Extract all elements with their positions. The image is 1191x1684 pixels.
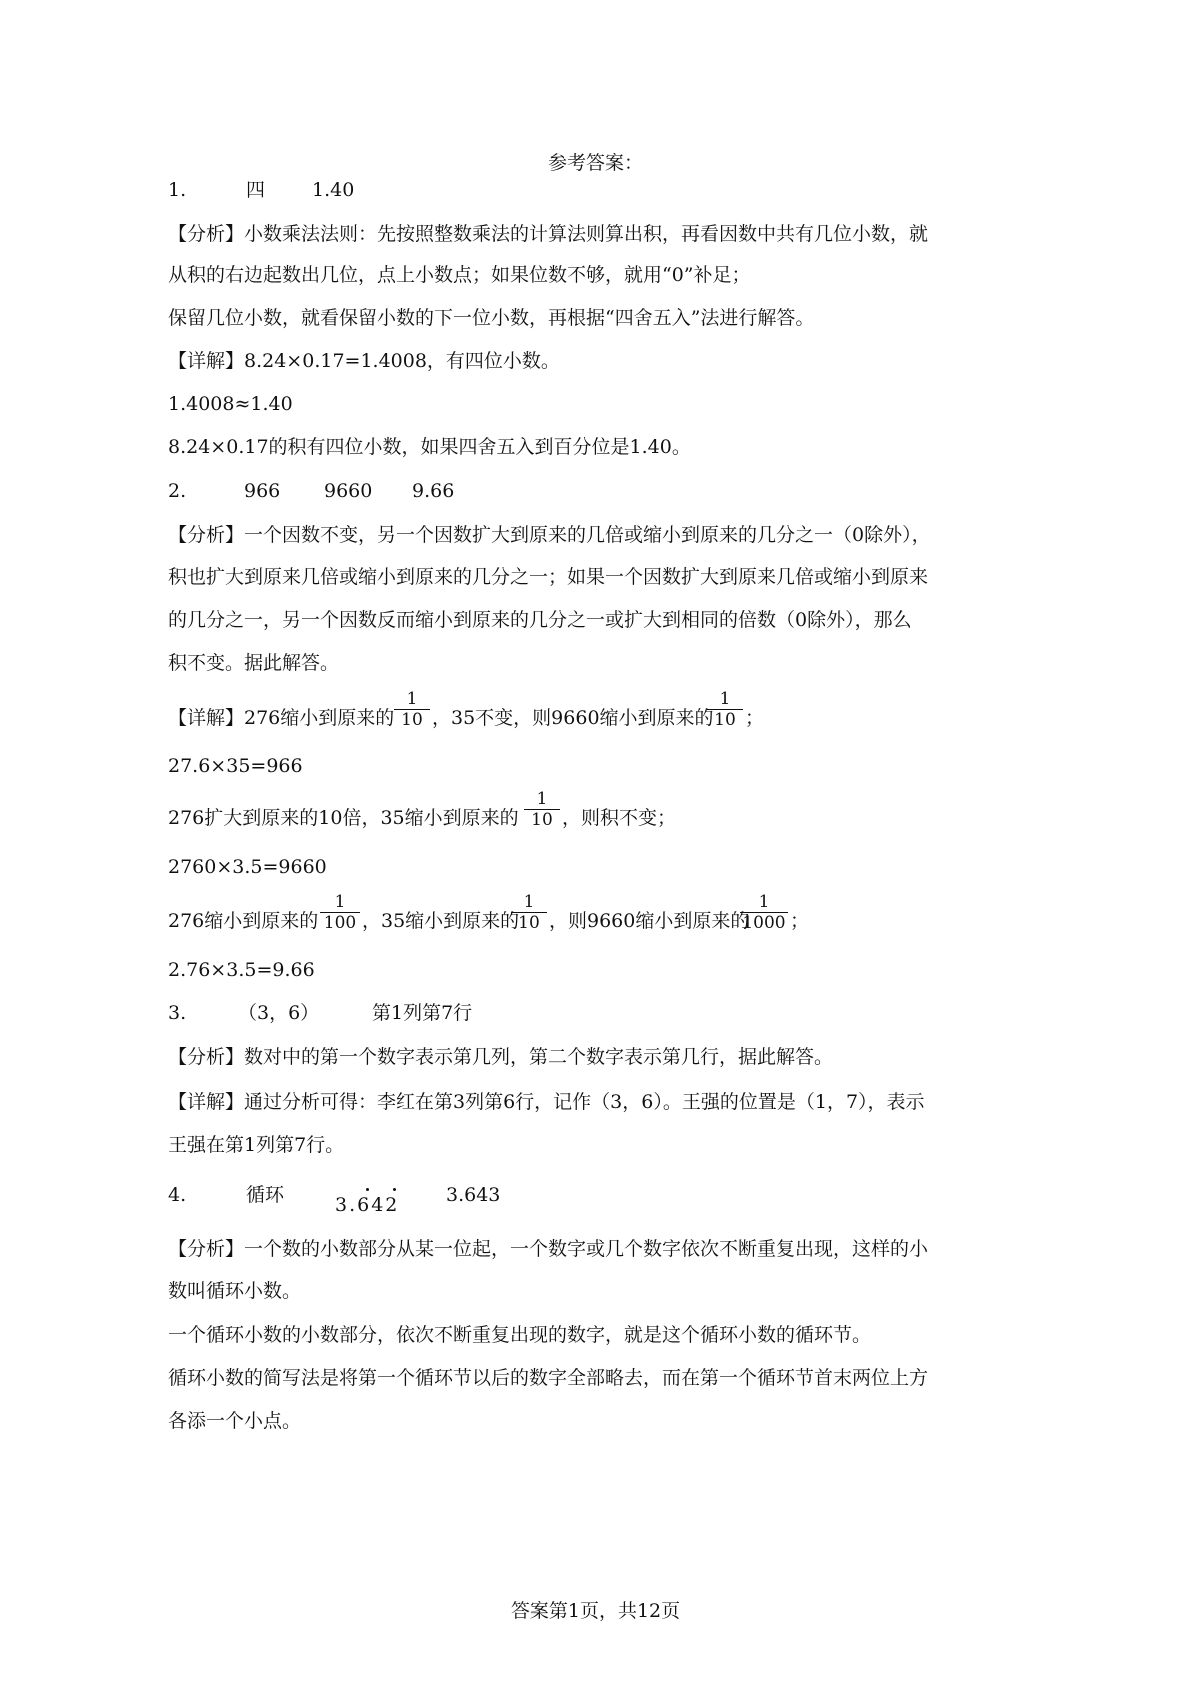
- q4-analysis-line: 一个循环小数的小数部分，依次不断重复出现的数字，就是这个循环小数的循环节。: [168, 1324, 872, 1346]
- q2-answer-3: 9.66: [412, 480, 455, 502]
- q1-number: 1.: [168, 179, 187, 201]
- q2-detail-3b: ，则积不变；: [562, 807, 677, 829]
- q3-answer-1: （3，6）: [238, 1002, 320, 1024]
- q2-detail-1a: 【详解】276缩小到原来的: [168, 707, 395, 729]
- q2-detail-2: 27.6×35=966: [168, 755, 303, 777]
- fraction-1-1000: [738, 892, 790, 933]
- fraction-denominator: 10: [401, 710, 423, 730]
- q2-detail-5b: ，35缩小到原来的: [362, 910, 520, 932]
- fraction-1-100: [318, 892, 362, 933]
- fraction-denominator: 1000: [742, 913, 786, 933]
- fraction-denominator: 100: [323, 913, 357, 933]
- q4-number: 4.: [168, 1184, 187, 1206]
- q2-detail-6: 2.76×3.5=9.66: [168, 959, 315, 981]
- q1-analysis-line: 从积的右边起数出几位，点上小数点；如果位数不够，就用“0”补足；: [168, 264, 751, 286]
- q3-detail-line: 王强在第1列第7行。: [168, 1134, 345, 1156]
- fraction-denominator: 10: [518, 913, 540, 933]
- q2-detail-5a: 276缩小到原来的: [168, 910, 319, 932]
- q4-answer-3: 3.643: [446, 1184, 501, 1206]
- q2-detail-1c: ；: [745, 707, 765, 729]
- q2-answer-2: 9660: [324, 480, 373, 502]
- fraction-numerator: 1: [758, 892, 770, 912]
- q1-detail-line: 8.24×0.17的积有四位小数，如果四舍五入到百分位是1.40。: [168, 436, 691, 458]
- fraction-1-10: [705, 689, 745, 730]
- q2-detail-1b: ，35不变，则9660缩小到原来的: [432, 707, 714, 729]
- q3-answer-2: 第1列第7行: [372, 1002, 473, 1024]
- q2-number: 2.: [168, 480, 187, 502]
- q4-analysis-line: 数叫循环小数。: [168, 1280, 302, 1302]
- q2-analysis-line: 的几分之一，另一个因数反而缩小到原来的几分之一或扩大到相同的倍数（0除外），那么: [168, 609, 912, 631]
- page-title: 参考答案：: [547, 152, 643, 174]
- repeating-dot: [393, 1188, 396, 1191]
- q1-analysis-line: 【分析】小数乘法法则：先按照整数乘法的计算法则算出积，再看因数中共有几位小数，就: [168, 223, 929, 245]
- fraction-denominator: 10: [531, 810, 553, 830]
- q2-analysis-line: 【分析】一个因数不变，另一个因数扩大到原来的几倍或缩小到原来的几分之一（0除外），: [168, 524, 931, 546]
- q2-analysis-line: 积也扩大到原来几倍或缩小到原来的几分之一；如果一个因数扩大到原来几倍或缩小到原来: [168, 566, 929, 588]
- q4-answer-1: 循环: [246, 1184, 285, 1206]
- q1-detail-line: 【详解】8.24×0.17=1.4008，有四位小数。: [168, 350, 560, 372]
- q2-detail-5d: ；: [790, 910, 810, 932]
- q2-detail-3a: 276扩大到原来的10倍，35缩小到原来的: [168, 807, 519, 829]
- fraction-denominator: 10: [714, 710, 736, 730]
- fraction-numerator: 1: [406, 689, 418, 709]
- fraction-1-10: [522, 789, 562, 830]
- q1-answer-2: 1.40: [312, 179, 355, 201]
- fraction-1-10: [509, 892, 549, 933]
- fraction-numerator: 1: [719, 689, 731, 709]
- fraction-numerator: 1: [523, 892, 535, 912]
- fraction-numerator: 1: [536, 789, 548, 809]
- q3-detail-line: 【详解】通过分析可得：李红在第3列第6行，记作（3，6）。王强的位置是（1，7），表示: [168, 1091, 925, 1113]
- q4-analysis-line: 各添一个小点。: [168, 1410, 302, 1432]
- q1-detail-line: 1.4008≈1.40: [168, 393, 293, 415]
- fraction-numerator: 1: [334, 892, 346, 912]
- q1-answer-1: 四: [246, 179, 266, 201]
- q4-answer-2: 3.642: [335, 1194, 400, 1216]
- page-footer: 答案第1页，共12页: [510, 1600, 681, 1622]
- q2-detail-4: 2760×3.5=9660: [168, 856, 327, 878]
- q3-number: 3.: [168, 1002, 187, 1024]
- q2-answer-1: 966: [244, 480, 281, 502]
- q4-analysis-line: 【分析】一个数的小数部分从某一位起，一个数字或几个数字依次不断重复出现，这样的小: [168, 1238, 929, 1260]
- q2-analysis-line: 积不变。据此解答。: [168, 652, 340, 674]
- repeating-dot: [366, 1188, 369, 1191]
- q1-analysis-line: 保留几位小数，就看保留小数的下一位小数，再根据“四舍五入”法进行解答。: [168, 307, 815, 329]
- q3-analysis: 【分析】数对中的第一个数字表示第几列，第二个数字表示第几行，据此解答。: [168, 1046, 834, 1068]
- q2-detail-5c: ，则9660缩小到原来的: [549, 910, 750, 932]
- q4-analysis-line: 循环小数的简写法是将第一个循环节以后的数字全部略去，而在第一个循环节首末两位上方: [168, 1367, 929, 1389]
- fraction-1-10: [392, 689, 432, 730]
